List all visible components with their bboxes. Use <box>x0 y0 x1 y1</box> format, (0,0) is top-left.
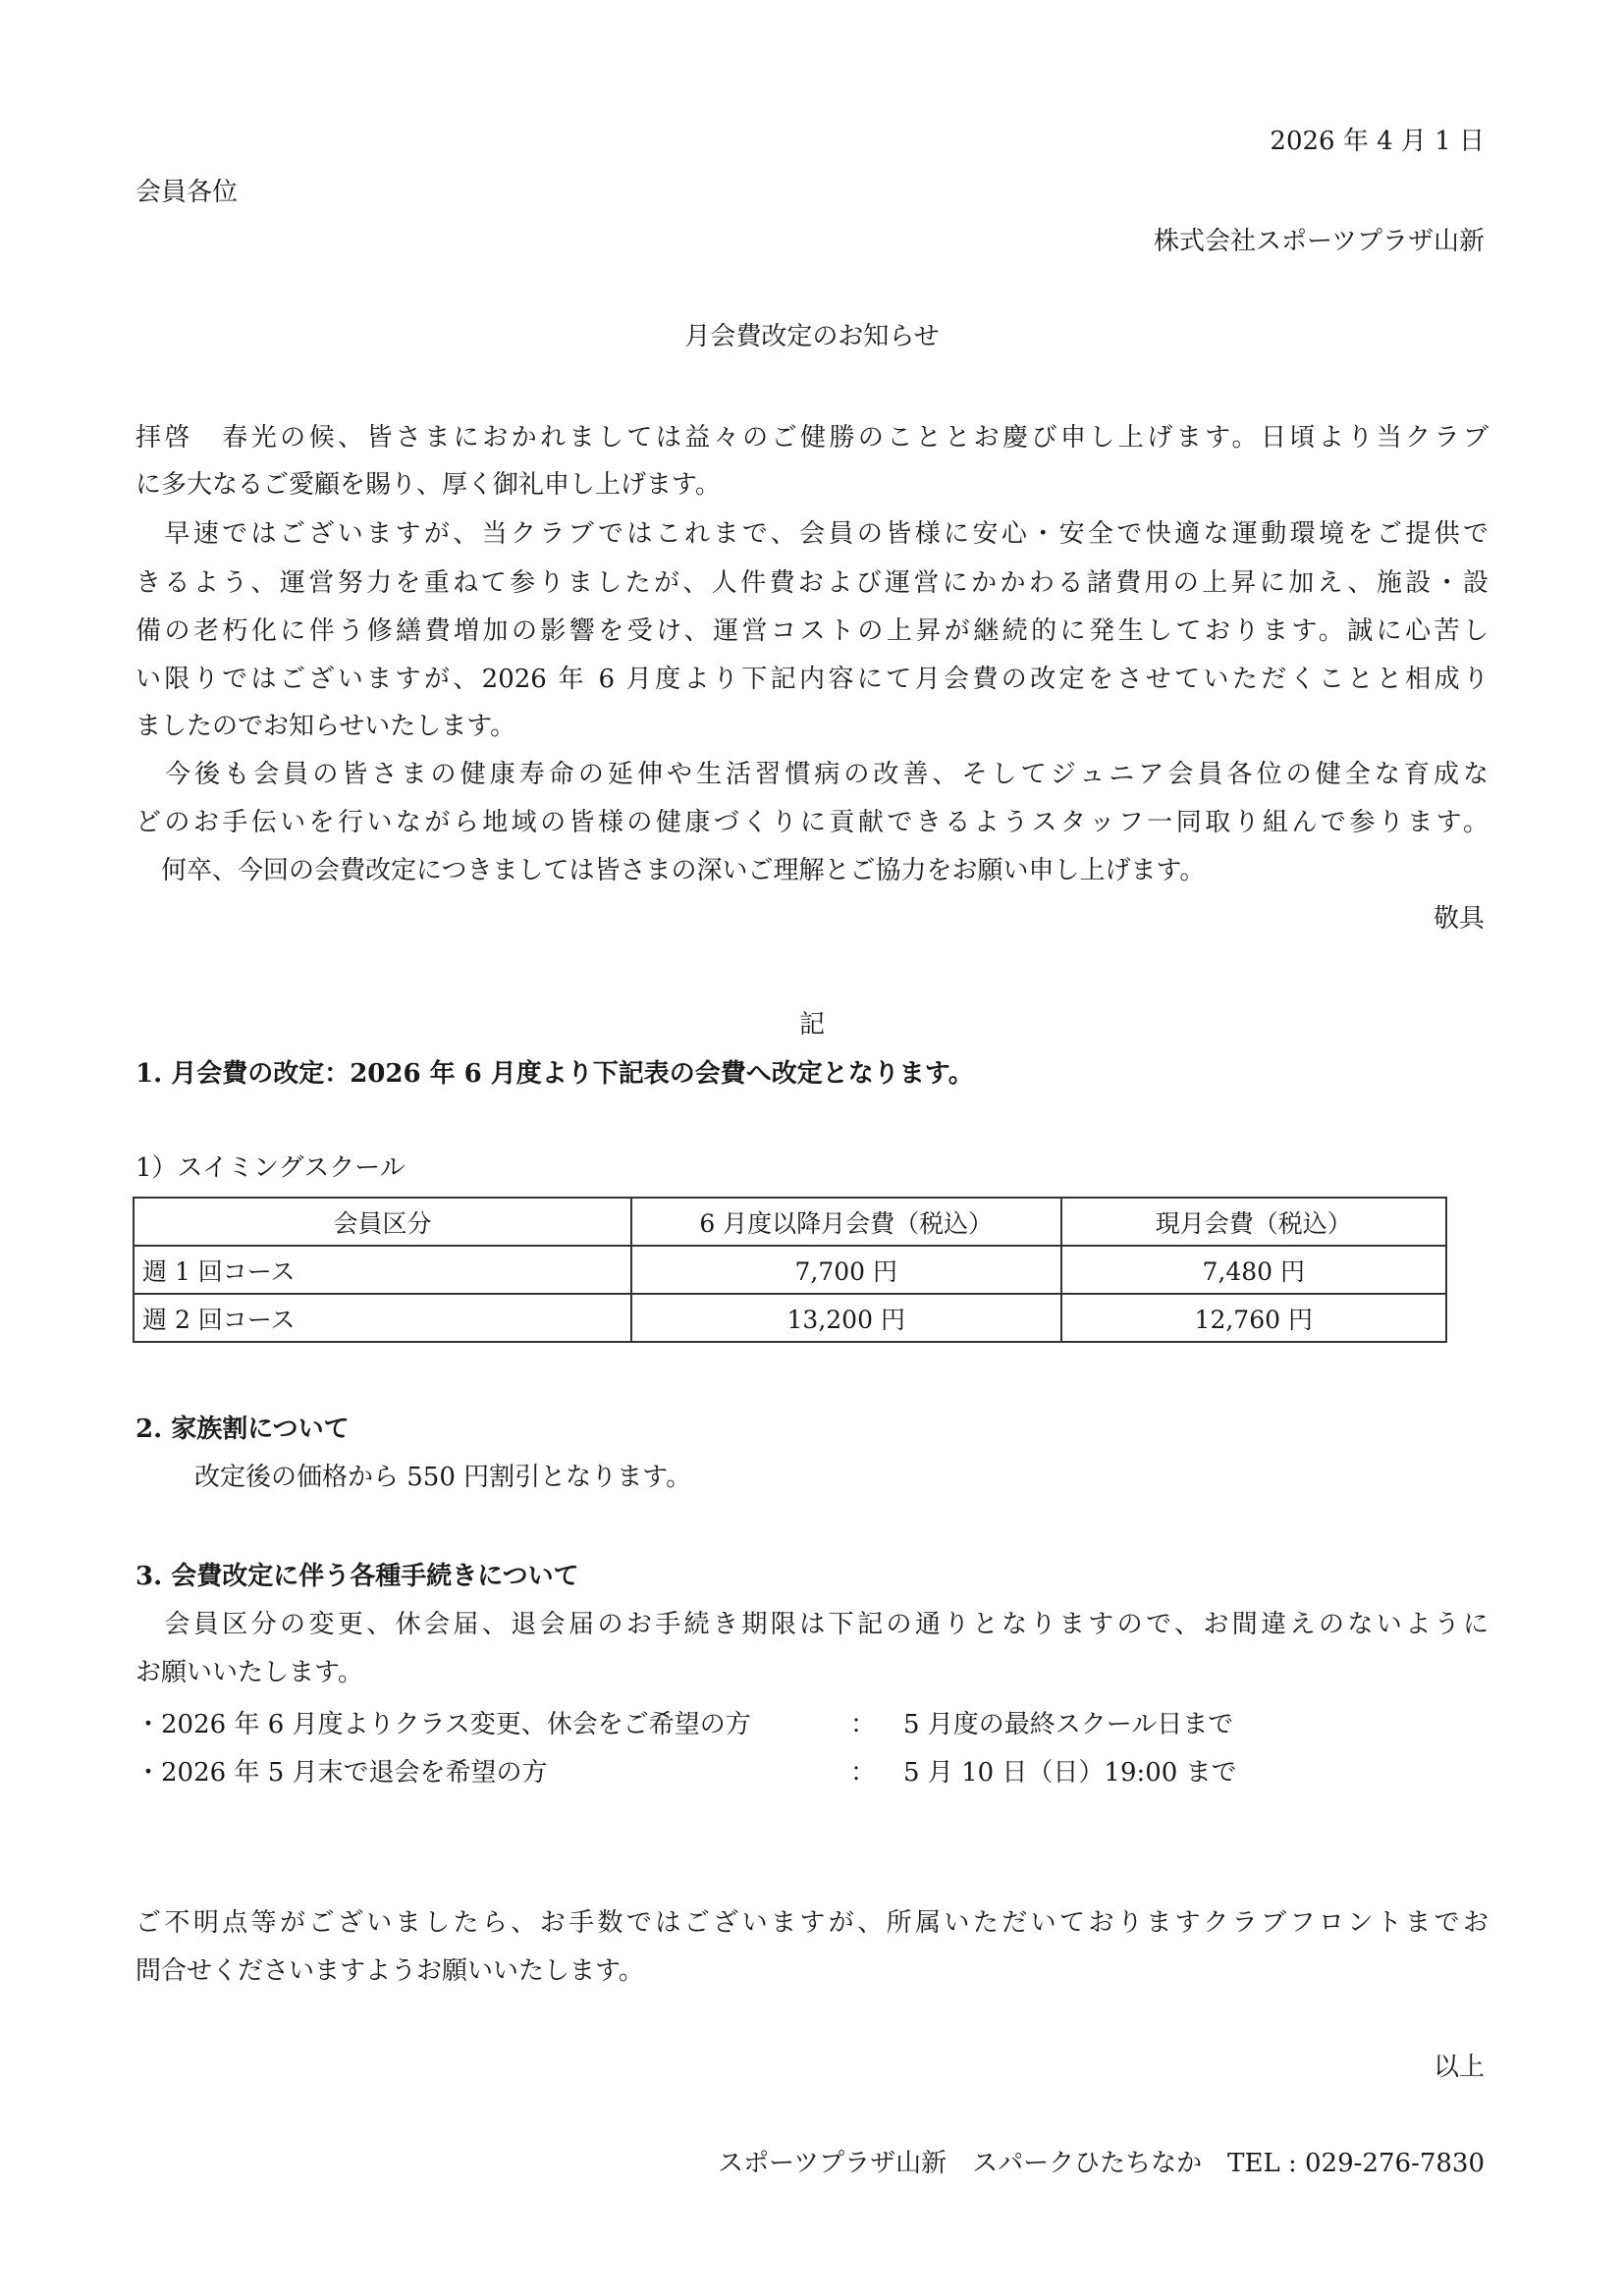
table-row <box>134 1294 1446 1342</box>
inquiry-line: 問合せくださいますようお願いいたします。 <box>135 1956 644 1986</box>
closing-keigu: 敬具 <box>1433 904 1485 934</box>
current-fee: 7,480 円 <box>1061 1246 1446 1294</box>
body-line: ましたのでお知らせいたします。 <box>135 712 516 741</box>
section-1-subheading: 1）スイミングスクール <box>135 1153 406 1183</box>
section-3-heading: 3. 会費改定に伴う各種手続きについて <box>135 1562 579 1591</box>
deadline-item-value: 5 月度の最終スクール日まで <box>903 1710 1234 1739</box>
document-date: 2026 年 4 月 1 日 <box>1270 127 1485 156</box>
body-line: 拝啓 春光の候、皆さまにおかれましては益々のご健勝のこととお慶び申し上げます。日頃より当クラブ <box>135 423 1489 453</box>
current-fee: 12,760 円 <box>1061 1294 1446 1342</box>
document-title: 月会費改定のお知らせ <box>684 322 940 351</box>
body-line: 備の老朽化に伴う修繕費増加の影響を受け、運営コストの上昇が継続的に発生しております。誠に心苦し <box>135 616 1489 646</box>
table-header-row <box>134 1198 1446 1246</box>
sender-company: 株式会社スポーツプラザ山新 <box>1154 227 1485 256</box>
body-line: きるよう、運営努力を重ねて参りましたが、人件費および運営にかかわる諸費用の上昇に加え、施設・設 <box>135 568 1489 598</box>
contact-info: スポーツプラザ山新 スパークひたちなか TEL : 029-276-7830 <box>718 2149 1485 2178</box>
column-header: 会員区分 <box>134 1198 631 1246</box>
inquiry-line: ご不明点等がございましたら、お手数ではございますが、所属いただいておりますクラブフロントまでお <box>135 1908 1489 1938</box>
body-line: に多大なるご愛顧を賜り、厚く御礼申し上げます。 <box>135 470 721 500</box>
deadline-item-label: ・2026 年 5 月末で退会を希望の方 <box>135 1758 548 1788</box>
body-line: い限りではございますが、2026 年 6 月度より下記内容にて月会費の改定をさせていただくことと相成り <box>135 665 1489 694</box>
section-2-text: 改定後の価格から 550 円割引となります。 <box>194 1463 692 1492</box>
body-line: どのお手伝いを行いながら地域の皆様の健康づくりに貢献できるようスタッフ一同取り組んで参ります。 <box>135 808 1489 837</box>
body-line: 早速ではございますが、当クラブではこれまで、会員の皆様に安心・安全で快適な運動環境をご提供で <box>135 519 1489 549</box>
deadline-item-separator: ： <box>850 1758 877 1788</box>
table-row <box>134 1246 1446 1294</box>
body-line: 今後も会員の皆さまの健康寿命の延伸や生活習慣病の改善、そしてジュニア会員各位の健全な育成な <box>135 760 1489 789</box>
column-header: 6 月度以降月会費（税込） <box>631 1198 1061 1246</box>
ki-heading: 記 <box>798 1010 825 1040</box>
closing-ijou: 以上 <box>1433 2053 1485 2082</box>
course-name: 週 1 回コース <box>134 1246 631 1294</box>
section-3-line: お願いいたします。 <box>135 1658 363 1687</box>
column-header: 現月会費（税込） <box>1061 1198 1446 1246</box>
fee-table <box>133 1197 1447 1343</box>
section-1-heading: 1. 月会費の改定：2026 年 6 月度より下記表の会費へ改定となります。 <box>135 1059 974 1089</box>
deadline-item-value: 5 月 10 日（日）19:00 まで <box>903 1758 1237 1788</box>
deadline-item-label: ・2026 年 6 月度よりクラス変更、休会をご希望の方 <box>135 1710 751 1739</box>
section-2-heading: 2. 家族割について <box>135 1415 350 1444</box>
new-fee: 13,200 円 <box>631 1294 1061 1342</box>
deadline-item-separator: ： <box>850 1710 877 1739</box>
recipient: 会員各位 <box>135 178 239 207</box>
section-3-line: 会員区分の変更、休会届、退会届のお手続き期限は下記の通りとなりますので、お間違えのないように <box>135 1610 1489 1639</box>
new-fee: 7,700 円 <box>631 1246 1061 1294</box>
course-name: 週 2 回コース <box>134 1294 631 1342</box>
body-line: 何卒、今回の会費改定につきましては皆さまの深いご理解とご協力をお願い申し上げます。 <box>135 856 1206 885</box>
